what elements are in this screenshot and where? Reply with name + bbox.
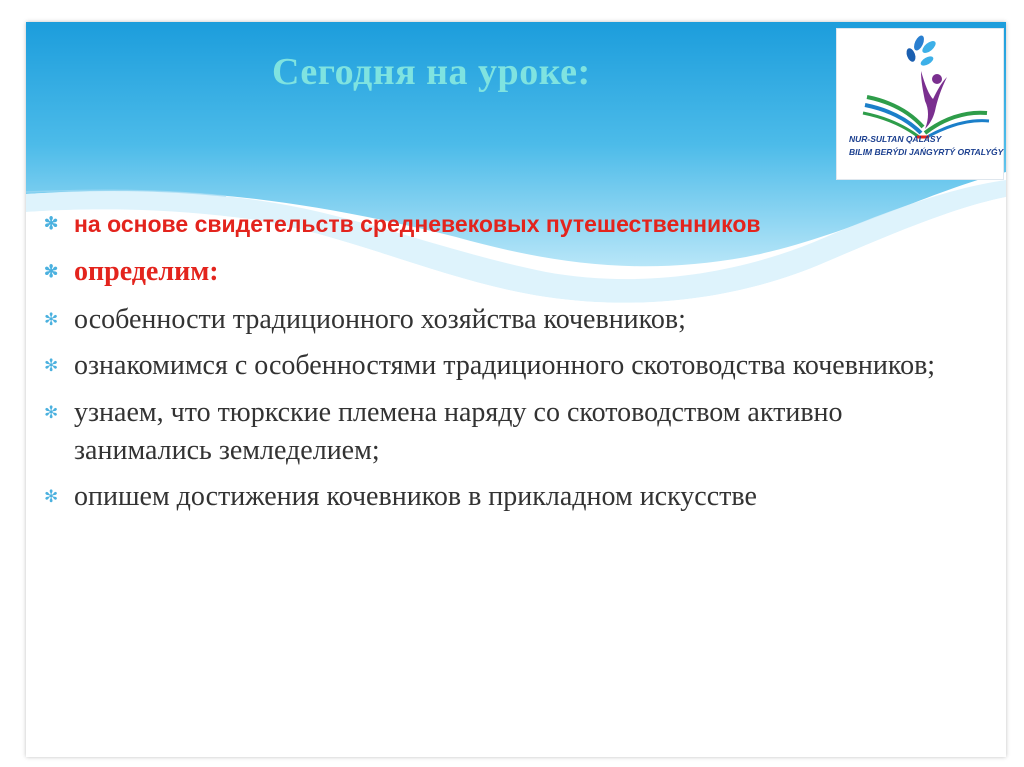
list-item (40, 347, 980, 385)
logo-caption (849, 133, 1004, 159)
list-item-text: определим: (74, 256, 219, 287)
asterisk-bullet-icon: ✻ (44, 262, 59, 281)
list-item-text: особенности традиционного хозяйства кочевников; (74, 304, 686, 335)
list-item (40, 394, 980, 470)
logo-caption-line-1: NUR-SULTAN QALASY (849, 134, 942, 144)
asterisk-bullet-icon: ✻ (44, 214, 59, 233)
lesson-goals-list (40, 200, 980, 516)
asterisk-bullet-icon: ✻ (44, 403, 59, 422)
list-item-text: узнаем, что тюркские племена наряду со скотоводством активно занимались земледелием; (74, 397, 843, 466)
asterisk-bullet-icon: ✻ (44, 310, 59, 329)
asterisk-bullet-icon: ✻ (44, 487, 59, 506)
asterisk-bullet-icon: ✻ (44, 356, 59, 375)
list-item-text: на основе свидетельств средневековых путешественников (74, 211, 761, 237)
slide-title: Сегодня на уроке: (272, 51, 591, 93)
list-item (40, 301, 980, 339)
logo-caption-line-2: BILIM BERÝDI JAŃGYRTÝ ORTALYǴY (849, 147, 1004, 157)
list-item (40, 478, 980, 516)
list-item-text: ознакомимся с особенностями традиционного скотоводства кочевников; (74, 350, 936, 381)
list-item (40, 205, 980, 243)
list-item-text: опишем достижения кочевников в прикладном искусстве (74, 481, 757, 512)
list-item (40, 253, 980, 291)
logo (836, 28, 1004, 180)
